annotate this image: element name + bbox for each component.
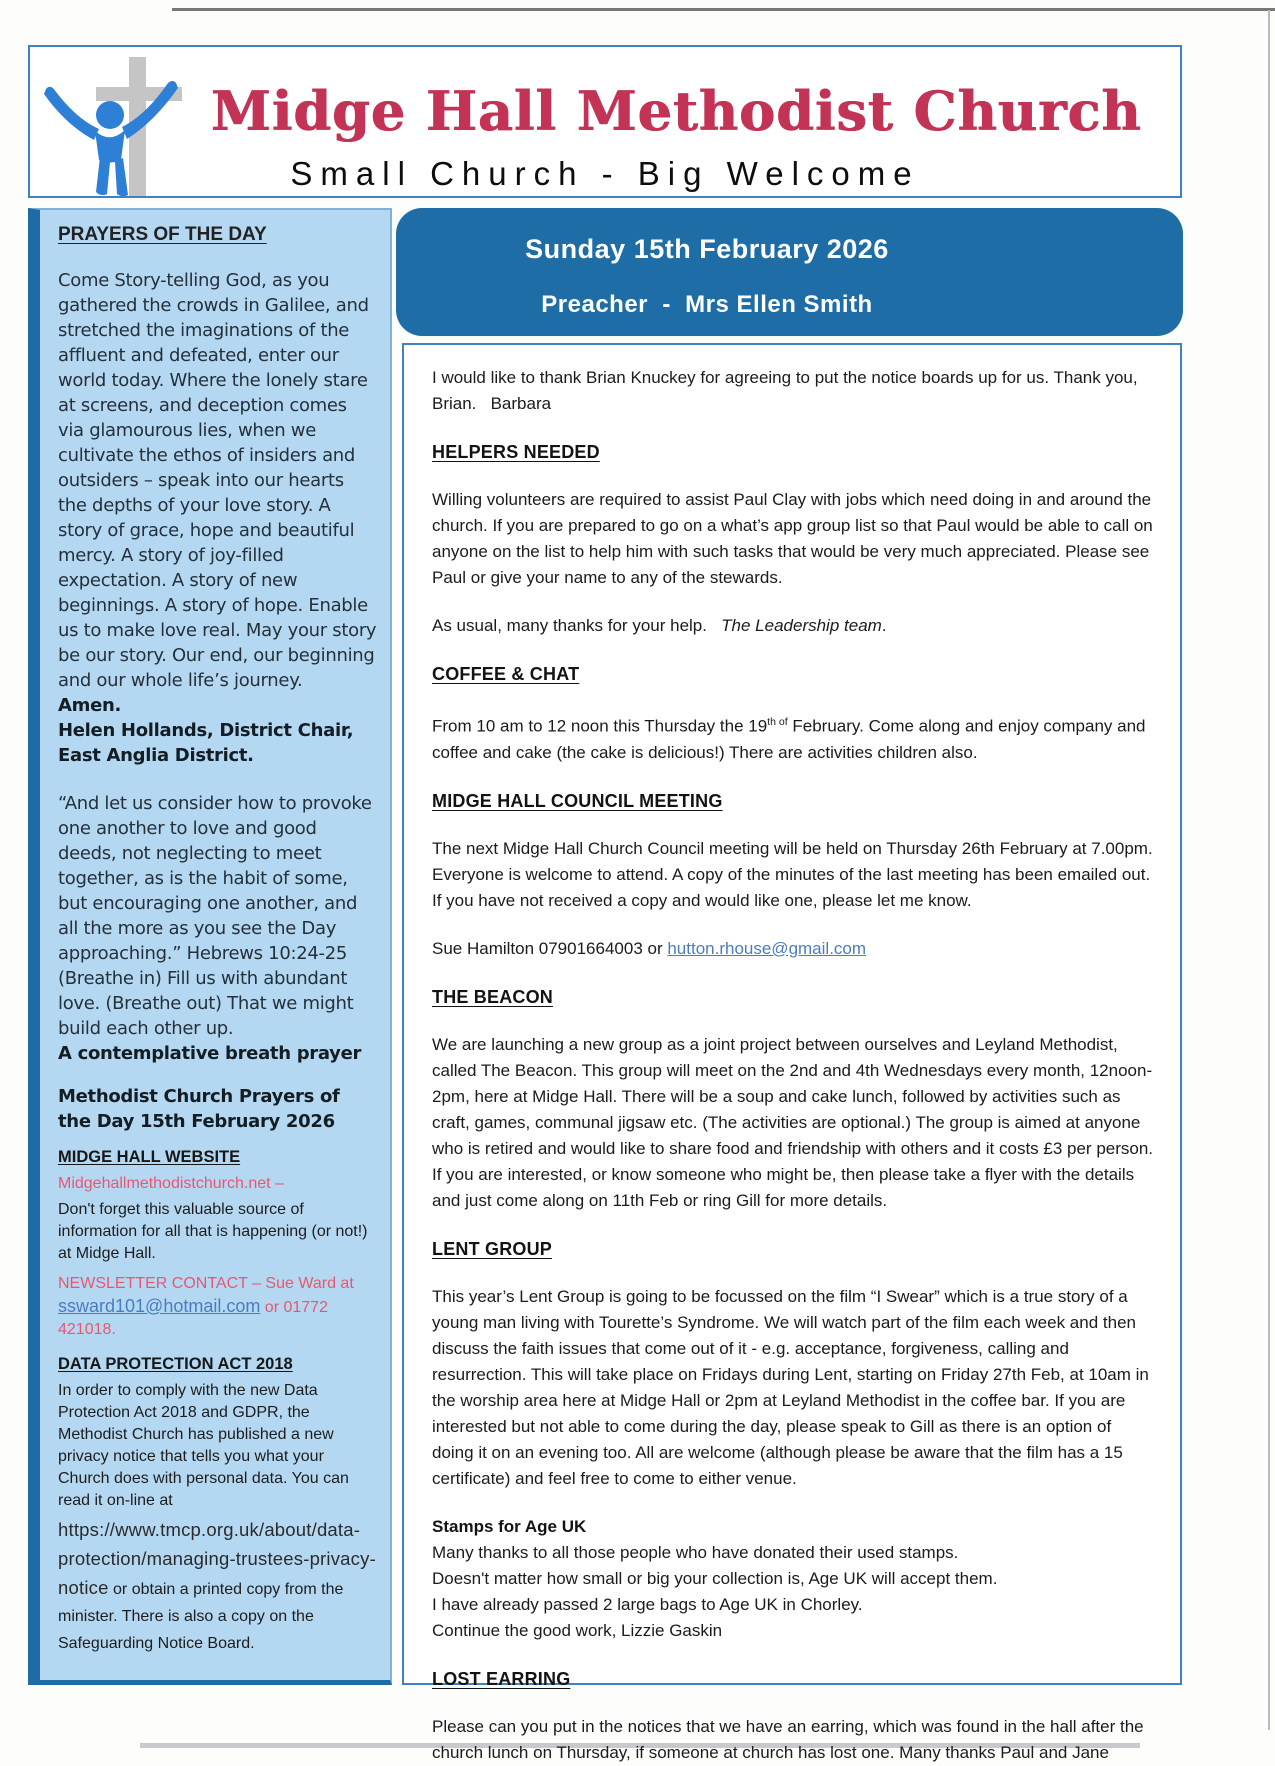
helpers-thanks-signature: The Leadership team [721, 616, 882, 635]
scan-artifact-top [172, 8, 1275, 11]
newsletter-phone: or 01772 421018. [58, 1299, 328, 1338]
prayer-attribution: Helen Hollands, District Chair, East Anglia District. [58, 720, 354, 766]
coffee-text-start: From 10 am to 12 noon this Thursday the 19 [432, 716, 768, 736]
helpers-body: Willing volunteers are required to assist Paul Clay with jobs which need doing in and around the church. If you are prepared to go on a what’s app group list so that Paul would be able to call on anyone on the list to help him with such tasks that would be very much appreciated. Please see Paul or give your name to any of the stewards. [432, 490, 1153, 587]
helpers-thanks-text: As usual, many thanks for your help. [432, 616, 722, 635]
section-heading-helpers: HELPERS NEEDED [432, 442, 600, 462]
stamps-section [432, 1514, 1154, 1644]
prayers-heading: PRAYERS OF THE DAY [58, 224, 267, 245]
section-heading-lent-group: LENT GROUP [432, 1238, 553, 1259]
earring-body: Please can you put in the notices that we have an earring, which was found in the hall after the church lunch on Thursday, if someone at church has lost one. Many thanks Paul and Jane [432, 1716, 1144, 1762]
council-body: The next Midge Hall Church Council meeting will be held on Thursday 26th February at 7.00pm. Everyone is welcome to attend. A copy of the minutes of the last meeting has been emailed out. If you have not received a copy and would like one, please let me know. [432, 838, 1153, 910]
council-email-link[interactable]: hutton.rhouse@gmail.com [667, 938, 867, 958]
section-heading-lost-earring: LOST EARRING [432, 1668, 571, 1689]
lent-body: This year’s Lent Group is going to be focussed on the film “I Swear” which is a true story of a young man living with Tourette’s Syndrome. We will watch part of the film each week and then discuss the faith issues that come out of it - e.g. acceptance, forgiveness, calling and resurrection. This will take place on Fridays during Lent, starting on Friday 27th Feb, at 10am in the worship area here at Midge Hall or 2pm at Leyland Methodist in the coffee bar. If you are interested but not able to come during the day, please speak to Gill as there is an option of doing it on an evening too. All are welcome (although please be aware that the film has a 15 certificate) and feel free to come to either venue. [432, 1286, 1149, 1488]
service-banner [396, 208, 1183, 336]
stamps-line: Continue the good work, Lizzie Gaskin [432, 1620, 723, 1640]
section-heading-coffee-chat: COFFEE & CHAT [432, 664, 580, 684]
helpers-thanks [432, 613, 1154, 639]
prayer-text [58, 268, 377, 1134]
data-protection-heading: DATA PROTECTION ACT 2018 [58, 1355, 293, 1373]
newsletter-email-link[interactable]: ssward101@hotmail.com [58, 1296, 261, 1316]
beacon-body: We are launching a new group as a joint project between ourselves and Leyland Methodist, called The Beacon. This group will meet on the 2nd and 4th Wednesdays every month, 12noon-2pm, here at Midge Hall. There will be a soup and cake lunch, followed by activities such as craft, games, communal jigsaw etc. (The activities are optional.) The group is aimed at anyone who is retired and would like to share food and friendship with others and it costs £3 per person. If you are interested, or know someone who might be, then please take a flyer with the details and just come along on 11th Feb or ring Gill for more details. [432, 1034, 1154, 1210]
stamps-line: I have already passed 2 large bags to Age UK in Chorley. [432, 1594, 863, 1614]
prayer-body: Come Story-telling God, as you gathered the crowds in Galilee, and stretched the imaginations of the affluent and defeated, enter our world today. Where the lonely stare at screens, and deception comes via glamourous lies, when we cultivate the ethos of insiders and outsiders – speak into our hearts the depths of your love story. A story of grace, hope and beautiful mercy. A story of joy-filled expectation. A story of new beginnings. A story of hope. Enable us to make love real. May your story be our story. Our end, our beginning and our whole life’s journey. [58, 270, 377, 691]
prayer-amen: Amen. [58, 695, 122, 716]
sidebar-prayers-panel [28, 208, 392, 1685]
section-heading-stamps: Stamps for Age UK [432, 1516, 587, 1536]
scan-artifact-right-edge [1268, 10, 1270, 1730]
stamps-line: Many thanks to all those people who have donated their used stamps. [432, 1542, 959, 1562]
newsletter-contact-line [58, 1295, 377, 1341]
church-motto: Small Church - Big Welcome [290, 155, 920, 192]
website-note: Don't forget this valuable source of information for all that is happening (or not!) at Midge Hall. [58, 1201, 368, 1262]
coffee-body [432, 709, 1154, 766]
section-heading-council-meeting: MIDGE HALL COUNCIL MEETING [432, 790, 723, 811]
prayer-label: A contemplative breath prayer [58, 1043, 362, 1064]
council-contact [432, 936, 1154, 962]
helpers-thanks-period: . [881, 616, 887, 635]
website-heading: MIDGE HALL WEBSITE [58, 1148, 241, 1166]
prayer-scripture: “And let us consider how to provoke one another to love and good deeds, not neglecting to meet together, as is the habit of some, but encouraging one another, and all the more as you see the Day approaching.” Hebrews 10:24-25 (Breathe in) Fill us with abundant love. (Breathe out) That we might build each other up. [58, 793, 372, 1039]
data-protection-body: In order to comply with the new Data Protection Act 2018 and GDPR, the Methodist Church has published a new privacy notice that tells you what your Church does with personal data. You can read it on-line at [58, 1382, 349, 1509]
masthead [28, 45, 1182, 198]
council-contact-text: Sue Hamilton 07901664003 or [432, 938, 668, 958]
coffee-ordinal-superscript: th of [767, 716, 788, 728]
coffee-text-end: February. Come along and enjoy company and coffee and cake (the cake is delicious!) There are activities children also. [432, 716, 1146, 762]
website-url[interactable]: Midgehallmethodistchurch.net – [58, 1175, 284, 1192]
data-protection-text [58, 1380, 377, 1657]
prayer-source: Methodist Church Prayers of the Day 15th February 2026 [58, 1086, 340, 1132]
church-name-title: Midge Hall Methodist Church [210, 79, 1142, 143]
notices-panel [402, 343, 1182, 1762]
intro-paragraph: I would like to thank Brian Knuckey for agreeing to put the notice boards up for us. Thank you, Brian. Barbara [432, 368, 1138, 413]
service-date: Sunday 15th February 2026 [525, 234, 889, 264]
stamps-line: Doesn't matter how small or big your collection is, Age UK will accept them. [432, 1568, 998, 1588]
newsletter-contact-label: NEWSLETTER CONTACT – Sue Ward at [58, 1275, 354, 1292]
service-preacher: Preacher - Mrs Ellen Smith [541, 291, 873, 318]
section-heading-beacon: THE BEACON [432, 986, 554, 1007]
data-protection-url[interactable]: https://www.tmcp.org.uk/about/data-protection/managing-trustees-privacy-notice [58, 1519, 376, 1598]
data-protection-tail: or obtain a printed copy from the minister. There is also a copy on the Safeguarding Notice Board. [58, 1581, 344, 1652]
